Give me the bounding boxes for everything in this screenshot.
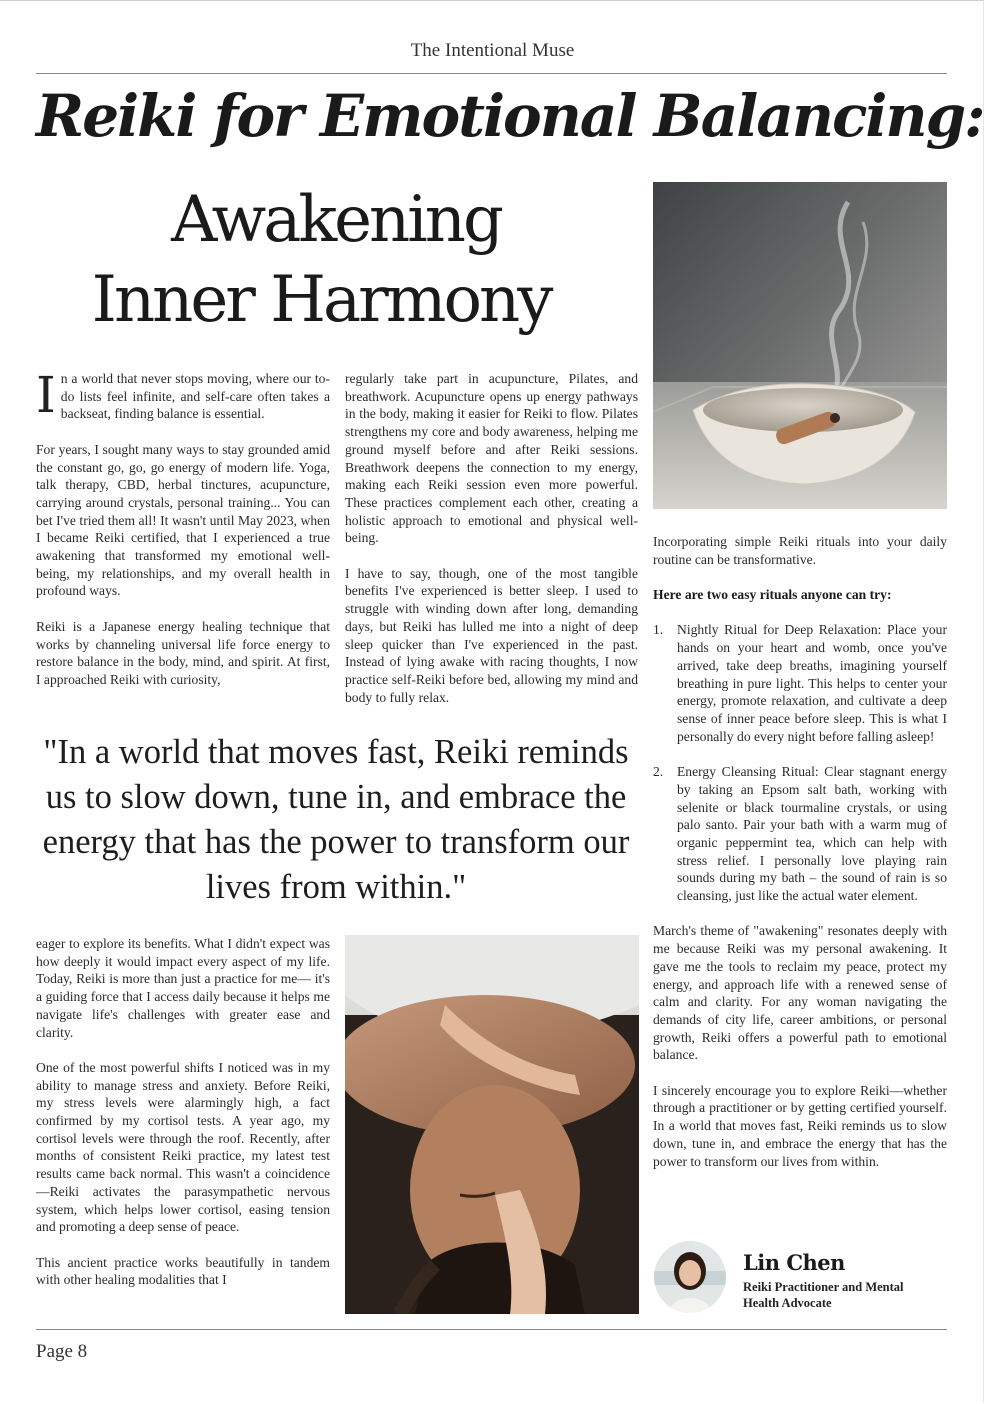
ritual-number: 2.: [653, 764, 664, 780]
headline-line-2: [36, 180, 606, 340]
ritual-number: 1.: [653, 622, 664, 638]
column-1-bottom: [36, 935, 330, 1289]
author-name: Lin Chen: [743, 1250, 845, 1275]
intro-paragraph: [36, 366, 330, 424]
ritual-item: [653, 621, 947, 745]
ritual-text: Nightly Ritual for Deep Relaxation: Place your hands on your heart and womb, once you've arrived, take deep breaths, imagining yourself breathing in pure light. This helps to center your energy, promote relaxation, and cultivate a deep sense of inner peace before sleep. This is what I personally do every night before falling asleep!: [677, 622, 947, 744]
author-avatar: [654, 1241, 726, 1313]
paragraph: March's theme of "awakening" resonates deeply with me because Reiki was my personal awakening. It gave me the tools to reclaim my peace, protect my energy, and approach life with a renewed sense of calm and clarity. For any woman navigating the demands of city life, career ambitions, or personal growth, Reiki offers a powerful path to emotional balance.: [653, 923, 947, 1063]
column-2-top: [345, 370, 638, 706]
paragraph: One of the most powerful shifts I noticed was in my ability to manage stress and anxiety. Before Reiki, my stress levels were alarmingly high, a fact confirmed by my cortisol tests. A year ago, my cortisol levels were through the roof. Recently, after months of consistent Reiki practice, my latest test results came back normal. This wasn't a coincidence—Reiki activates the parasympathetic nervous system, which helps lower cortisol, easing tension and promoting a deep sense of peace.: [36, 1059, 330, 1235]
rituals-intro: Incorporating simple Reiki rituals into your daily routine can be transformative.: [653, 534, 947, 567]
headline-line-1: Reiki for Emotional Balancing:: [36, 82, 984, 150]
column-3: [653, 533, 947, 1170]
header-rule: [36, 73, 947, 74]
masthead: The Intentional Muse: [410, 40, 575, 61]
reiki-session-photo: [345, 935, 639, 1314]
footer-rule: [36, 1329, 947, 1330]
ritual-item: [653, 763, 947, 905]
intro-text: n a world that never stops moving, where our to-do lists feel infinite, and self-care often takes a backseat, finding balance is essential.: [60, 371, 330, 422]
paragraph: This ancient practice works beautifully in tandem with other healing modalities that I: [36, 1254, 330, 1288]
ritual-text: Energy Cleansing Ritual: Clear stagnant energy by taking an Epsom salt bath, working with selenite or black tourmaline crystals, or using palo santo. Pair your bath with a warm mug of organic peppermint tea, which can help with stress relief. I personally love playing rain sounds during my bath – the sound of rain is so cleansing, just like the actual water element.: [677, 764, 947, 904]
paragraph: eager to explore its benefits. What I didn't expect was how deeply it would impact every aspect of my life. Today, Reiki is more than just a practice for me— it's a guiding force that I access daily because it helps me navigate life's challenges with greater ease and clarity.: [36, 936, 330, 1040]
rituals-heading: Here are two easy rituals anyone can try:: [653, 587, 892, 603]
ritual-list: [653, 621, 947, 904]
paragraph: I have to say, though, one of the most tangible benefits I've experienced is better sleep. I used to struggle with winding down after long, demanding days, but Reiki has lulled me into a night of deep sleep quicker than I've experienced in the past. Instead of lying awake with racing thoughts, I now practice self-Reiki before bed, allowing my mind and body to fully relax.: [345, 565, 638, 705]
drop-cap: I: [36, 366, 56, 424]
headline-awakening: Awakening: [171, 183, 501, 257]
paragraph: I sincerely encourage you to explore Reiki—whether through a practitioner or by getting certified yourself. In a world that moves fast, Reiki reminds us to slow down, tune in, and embrace the energy that has the power to transform our lives from within.: [653, 1082, 947, 1169]
paragraph: For years, I sought many ways to stay grounded amid the constant go, go, go energy of modern life. Yoga, talk therapy, CBD, herbal tinctures, acupuncture, carrying around crystals, personal training... You can bet I've tried them all! It wasn't until May 2023, when I became Reiki certified, that I experienced a true awakening that transformed my emotional well-being, my relationships, and my overall health in profound ways.: [36, 441, 330, 599]
incense-bowl-photo: [653, 182, 947, 509]
column-1-top: [36, 366, 330, 689]
headline-inner-harmony: Inner Harmony: [91, 263, 551, 337]
page-number: Page 8: [36, 1341, 88, 1362]
paragraph: Reiki is a Japanese energy healing technique that works by channeling universal life force energy to restore balance in the body, mind, and spirit. At first, I approached Reiki with curiosity,: [36, 618, 330, 687]
paragraph: regularly take part in acupuncture, Pilates, and breathwork. Acupuncture opens up energy pathways in the body, making it easier for Reiki to flow. Pilates strengthens my core and body awareness, helping me ground myself before and after Reiki sessions. Breathwork deepens the connection to my energy, making each Reiki session even more powerful. These practices complement each other, creating a holistic approach to emotional and physical well-being.: [345, 371, 638, 546]
pull-quote: "In a world that moves fast, Reiki reminds us to slow down, tune in, and embrace the energy that has the power to transform our lives from within.": [42, 733, 630, 906]
author-role: Reiki Practitioner and Mental Health Advocate: [743, 1280, 904, 1310]
